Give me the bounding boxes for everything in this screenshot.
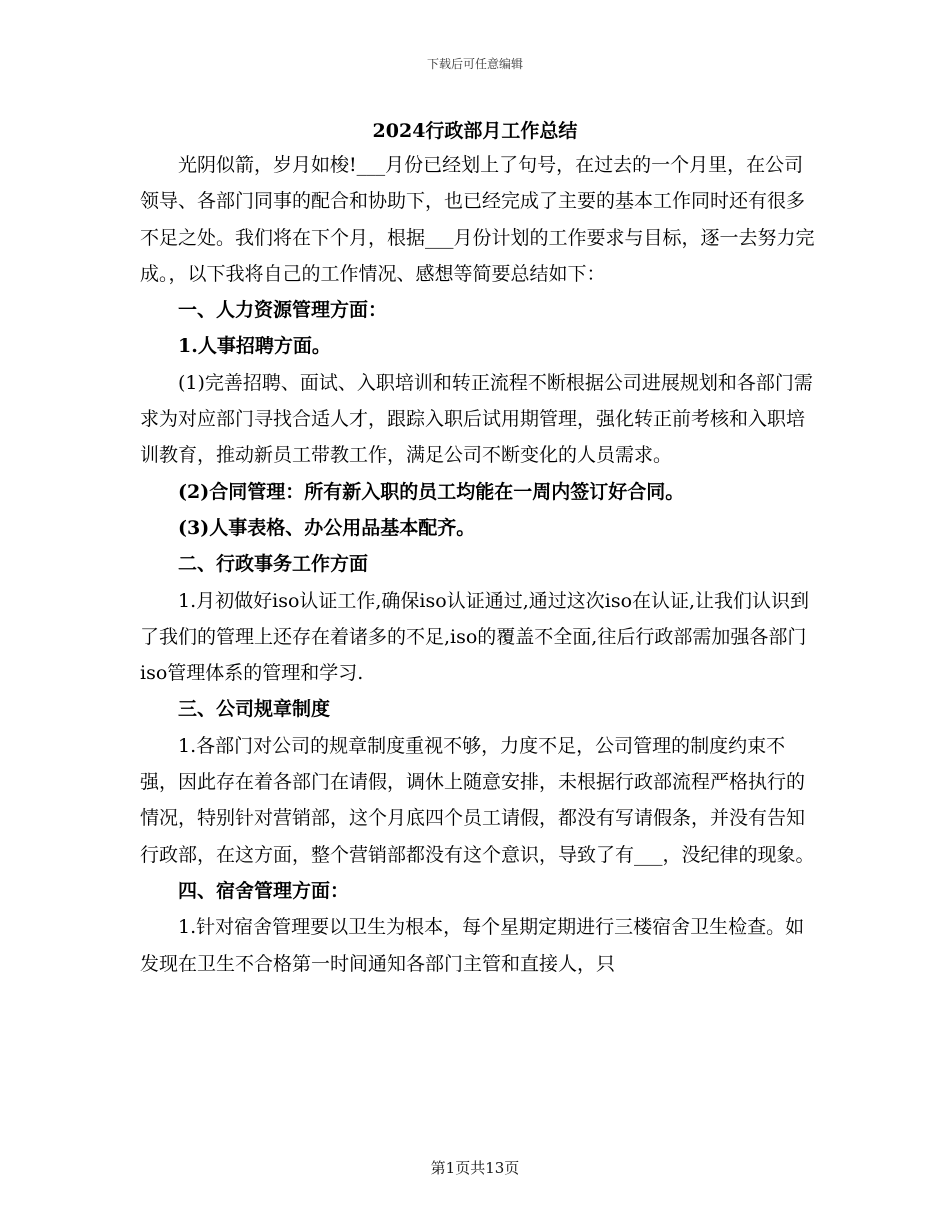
- item-forms-supplies: (3)人事表格、办公用品基本配齐。: [178, 516, 476, 539]
- document-body: [140, 147, 820, 982]
- header-note: 下载后可任意编辑: [426, 57, 523, 71]
- document-title: 2024行政部月工作总结: [372, 120, 578, 142]
- subheading-recruitment: 1.人事招聘方面。: [178, 335, 331, 358]
- section-heading-admin: 二、行政事务工作方面: [178, 553, 369, 576]
- section-heading-rules: 三、公司规章制度: [178, 698, 331, 721]
- page-indicator: 第1页共13页: [430, 1159, 520, 1177]
- item-contract-management: (2)合同管理：所有新入职的员工均能在一周内签订好合同。: [178, 480, 685, 503]
- section-heading-hr: 一、人力资源管理方面：: [178, 299, 388, 322]
- paragraph-dormitory: 1.针对宿舍管理要以卫生为根本，每个星期定期进行三楼宿舍卫生检查。如发现在卫生不合格第一时间通知各部门主管和直接人，只: [140, 916, 805, 975]
- paragraph-rules: 1.各部门对公司的规章制度重视不够，力度不足，公司管理的制度约束不强，因此存在着各部门在请假，调休上随意安排，未根据行政部流程严格执行的情况，特别针对营销部，这个月底四个员工请假，都没有写请假条，并没有告知行政部，在这方面，整个营销部都没有这个意识，导致了有___，没纪律的现象。: [140, 734, 815, 866]
- paragraph-iso: 1.月初做好iso认证工作,确保iso认证通过,通过这次iso在认证,让我们认识到了我们的管理上还存在着诸多的不足,iso的覆盖不全面,往后行政部需加强各部门iso管理体系的管理和学习.: [140, 589, 810, 685]
- section-heading-dormitory: 四、宿舍管理方面：: [178, 879, 350, 902]
- paragraph-intro: 光阴似箭，岁月如梭!___月份已经划上了句号，在过去的一个月里，在公司领导、各部门同事的配合和协助下，也已经完成了主要的基本工作同时还有很多不足之处。我们将在下个月，根据___月份计划的工作要求与目标，逐一去努力完成。，以下我将自己的工作情况、感想等简要总结如下：: [140, 154, 815, 285]
- paragraph-recruitment: (1)完善招聘、面试、入职培训和转正流程不断根据公司进展规划和各部门需求为对应部门寻找合适人才，跟踪入职后试用期管理，强化转正前考核和入职培训教育，推动新员工带教工作，满足公司不断变化的人员需求。: [140, 371, 813, 467]
